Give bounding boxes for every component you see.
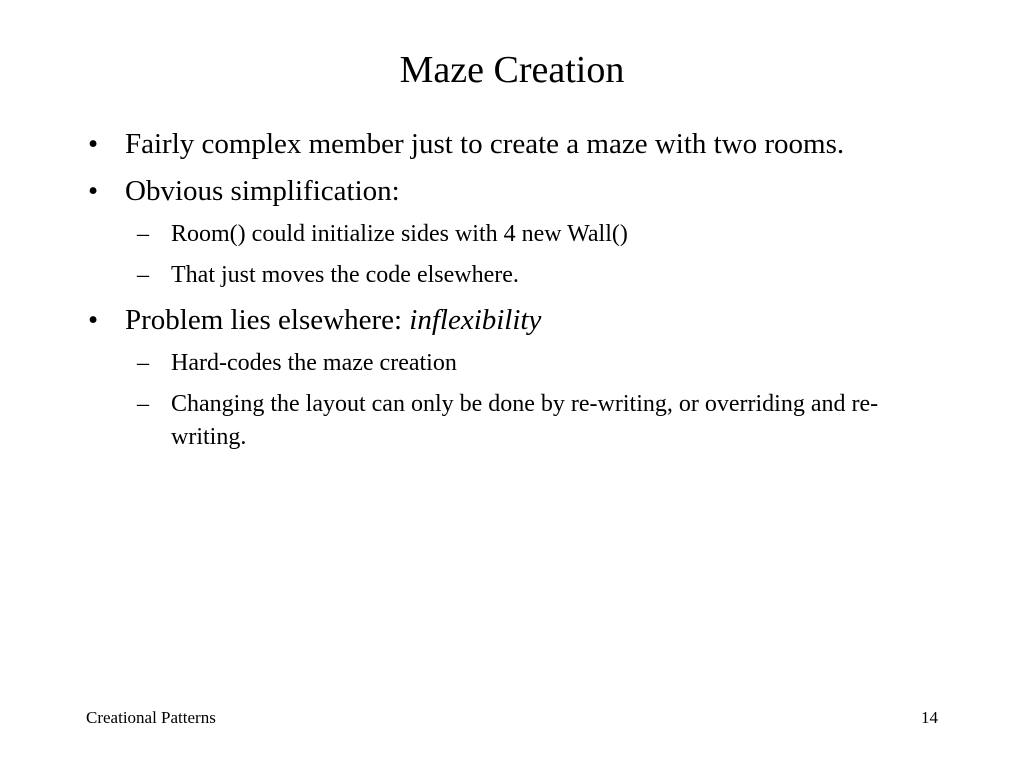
bullet-icon: •: [88, 304, 99, 336]
bullet-text: Obvious simplification:: [125, 175, 400, 207]
dash-icon: –: [137, 391, 149, 417]
dash-icon: –: [137, 262, 149, 288]
bullet-icon: •: [88, 175, 99, 207]
bullet-icon: •: [88, 128, 99, 160]
sub-bullet-item: [137, 347, 948, 380]
sub-bullet-text: Room() could initialize sides with 4 new Wall(): [171, 221, 628, 247]
bullet-item: [88, 300, 948, 341]
slide-body: [88, 124, 948, 462]
sub-bullet-text: Changing the layout can only be done by re-writing, or overriding and re-writing.: [171, 391, 879, 450]
page-number: 14: [921, 708, 938, 727]
emphasis-text: inflexibility: [409, 304, 542, 336]
sub-bullet-item: [137, 259, 948, 292]
slide-title: Maze Creation: [399, 49, 625, 91]
sub-bullet-text: That just moves the code elsewhere.: [171, 262, 519, 288]
sub-bullet-item: [137, 218, 948, 251]
dash-icon: –: [137, 350, 149, 376]
bullet-item: [88, 124, 948, 165]
footer-title: Creational Patterns: [86, 708, 216, 727]
bullet-text: Problem lies elsewhere:: [125, 304, 410, 336]
sub-bullet-text: Hard-codes the maze creation: [171, 350, 457, 376]
bullet-item: [88, 171, 948, 212]
dash-icon: –: [137, 221, 149, 247]
sub-bullet-item: [137, 388, 948, 454]
bullet-text: Fairly complex member just to create a maze with two rooms.: [125, 128, 845, 160]
